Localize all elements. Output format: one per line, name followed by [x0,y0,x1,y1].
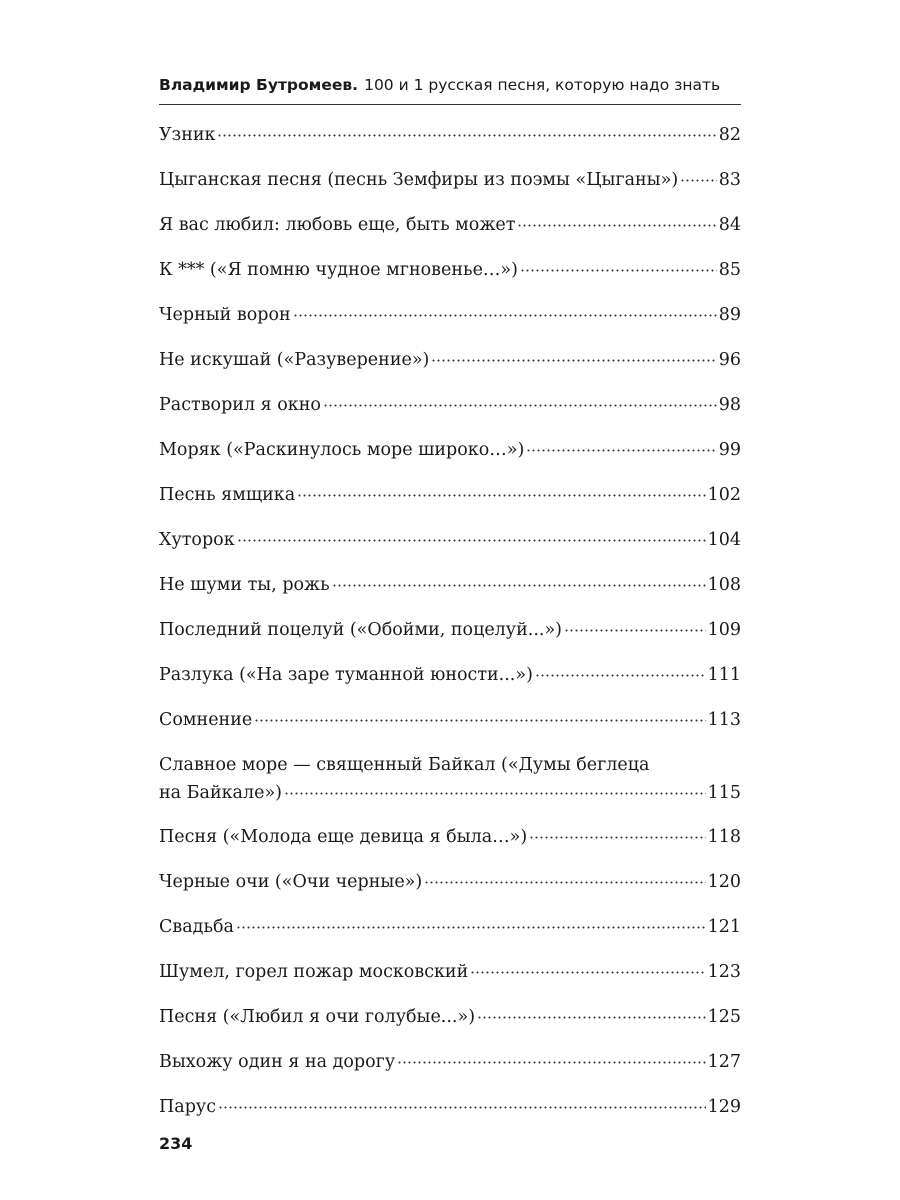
dot-leader [323,391,717,409]
dot-leader [477,1003,706,1021]
dot-leader [284,779,706,797]
dot-leader [470,958,705,976]
toc-entry [159,436,741,481]
dot-leader [254,706,705,724]
toc-entry [159,1003,741,1048]
dot-leader [218,1093,706,1111]
page-number: 234 [159,1134,193,1153]
toc-entry-page: 118 [707,827,741,847]
toc-entry [159,121,741,166]
dot-leader [237,526,706,544]
toc-entry-title: Выхожу один я на дорогу [159,1052,396,1072]
toc-entry [159,1048,741,1093]
dot-leader [332,571,706,589]
toc-entry-page: 99 [718,440,741,460]
toc-entry-title: Песня («Молода еще девица я была…») [159,827,528,847]
toc-entry-page: 113 [707,710,741,730]
toc-entry-title: Парус [159,1097,216,1117]
toc-entry-page: 96 [718,350,741,370]
dot-leader [297,481,705,499]
toc-entry-title: Не шуми ты, рожь [159,575,330,595]
toc-entry [159,391,741,436]
toc-entry-page: 123 [707,962,741,982]
toc-entry-page: 109 [707,620,741,640]
running-header [159,74,741,96]
toc-entry-title: Разлука («На заре туманной юности...») [159,665,533,685]
toc-entry [159,823,741,868]
table-of-contents [159,121,741,1138]
toc-entry-title-line1: Славное море — священный Байкал («Думы беглеца [159,755,650,775]
dot-leader [680,166,717,184]
toc-entry-title: Сомнение [159,710,253,730]
toc-entry [159,526,741,571]
dot-leader [526,436,716,454]
toc-entry-title: Черные очи («Очи черные») [159,872,423,892]
dot-leader [517,211,716,229]
header-divider [159,104,741,105]
toc-entry-page: 115 [707,783,741,803]
toc-entry-title: К *** («Я помню чудное мгновенье…») [159,260,518,280]
toc-entry-title: Моряк («Раскинулось море широко…») [159,440,525,460]
toc-entry [159,661,741,706]
toc-entry-page: 85 [718,260,741,280]
dot-leader [236,913,706,931]
toc-entry [159,751,741,823]
toc-entry-page: 84 [718,215,741,235]
dot-leader [424,868,705,886]
dot-leader [529,823,705,841]
toc-entry-title: Хуторок [159,530,235,550]
toc-entry-title: Цыганская песня (песнь Земфиры из поэмы «Цыганы») [159,170,679,190]
dot-leader [535,661,706,679]
toc-entry-page: 102 [707,485,741,505]
toc-entry-title-line2: на Байкале») [159,783,282,803]
toc-entry-title: Шумел, горел пожар московский [159,962,469,982]
dot-leader [564,616,706,634]
toc-entry-title: Песня («Любил я очи голубые...») [159,1007,476,1027]
toc-entry-title: Не искушай («Разуверение») [159,350,430,370]
toc-entry [159,571,741,616]
toc-entry-page: 129 [707,1097,741,1117]
toc-entry [159,706,741,751]
dot-leader [520,256,717,274]
toc-entry [159,346,741,391]
toc-entry-title: Песнь ямщика [159,485,296,505]
toc-entry [159,166,741,211]
toc-entry-title: Черный ворон [159,305,291,325]
toc-entry [159,868,741,913]
toc-entry [159,616,741,661]
toc-entry-page: 121 [707,917,741,937]
toc-entry-title: Растворил я окно [159,395,321,415]
toc-entry [159,256,741,301]
toc-entry [159,958,741,1003]
toc-entry [159,301,741,346]
toc-entry-title: Я вас любил: любовь еще, быть может [159,215,516,235]
toc-entry-page: 127 [707,1052,741,1072]
toc-entry-page: 82 [718,125,741,145]
dot-leader [397,1048,705,1066]
toc-entry-page: 104 [707,530,741,550]
toc-entry [159,1093,741,1138]
toc-entry [159,211,741,256]
dot-leader [293,301,717,319]
header-book-title: 100 и 1 русская песня, которую надо знать [364,76,721,94]
toc-entry-page: 120 [707,872,741,892]
dot-leader [431,346,716,364]
toc-entry-page: 108 [707,575,741,595]
toc-entry-title: Узник [159,125,216,145]
toc-entry [159,913,741,958]
toc-entry-page: 89 [718,305,741,325]
toc-entry-title: Свадьба [159,917,234,937]
dot-leader [217,121,716,139]
header-author: Владимир Бутромеев. [159,76,359,94]
toc-entry-title: Последний поцелуй («Обойми, поцелуй...») [159,620,562,640]
toc-entry-page: 83 [718,170,741,190]
toc-entry [159,481,741,526]
toc-entry-page: 125 [707,1007,741,1027]
toc-entry-page: 111 [707,665,741,685]
toc-entry-page: 98 [718,395,741,415]
